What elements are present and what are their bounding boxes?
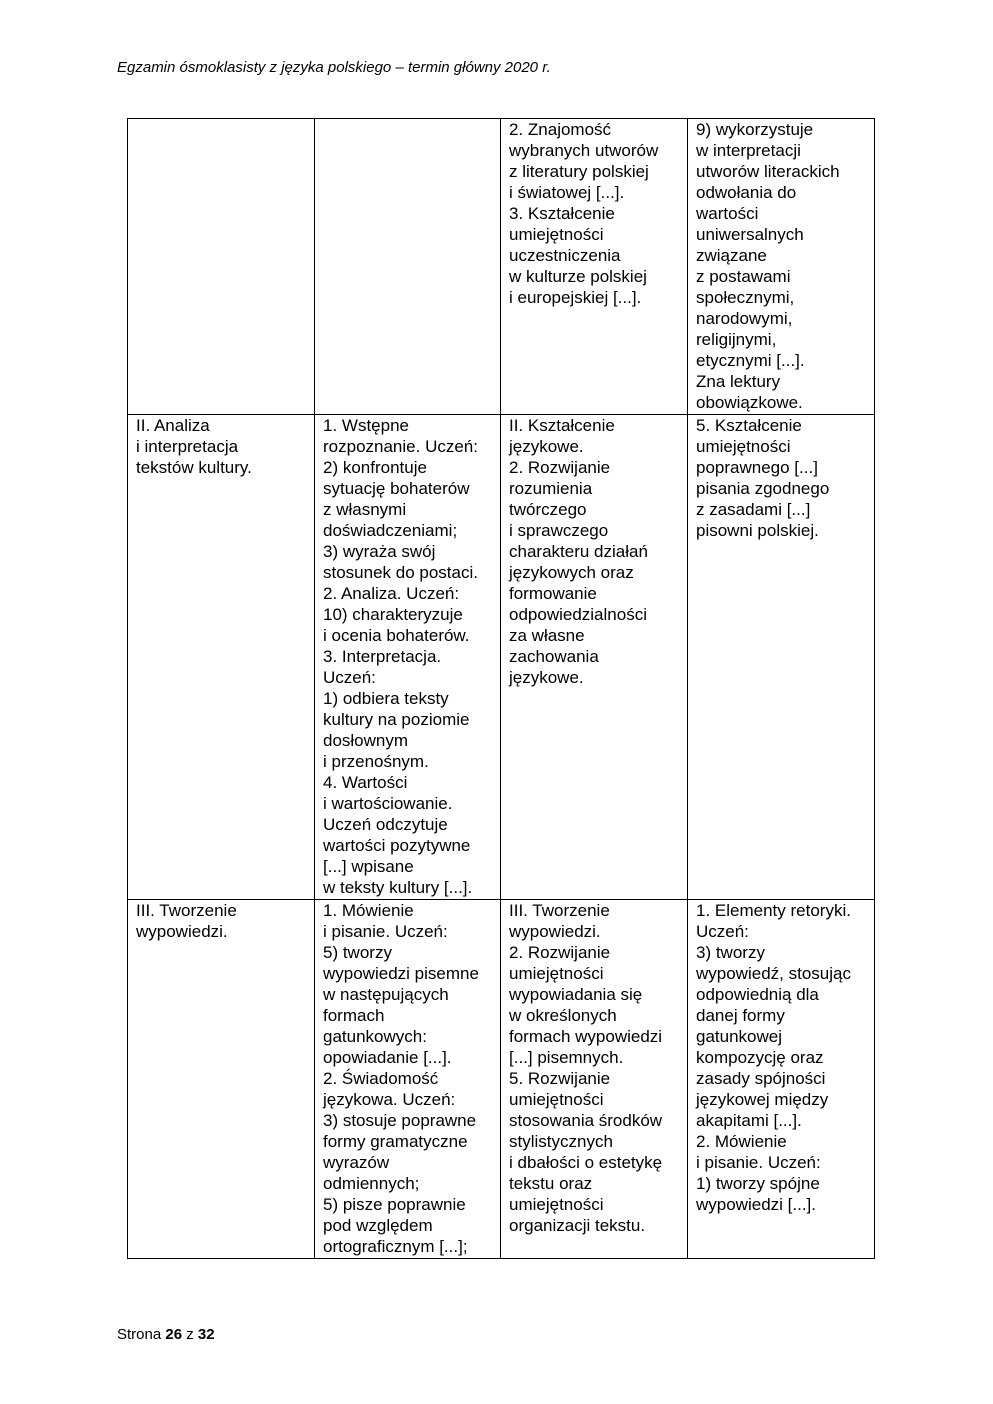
- table-cell: [128, 119, 315, 415]
- cell-text: III. Tworzenie wypowiedzi.: [136, 901, 237, 941]
- page-footer: [117, 1326, 215, 1343]
- table-cell: [501, 119, 688, 415]
- table-row: [128, 119, 875, 415]
- table-cell: [501, 415, 688, 900]
- table-cell: [315, 119, 501, 415]
- table-cell: [315, 900, 501, 1259]
- table-cell: [688, 415, 875, 900]
- cell-text: II. Kształcenie językowe. 2. Rozwijanie rozumienia twórczego i sprawczego charakteru działań językowych oraz formowanie odpowiedzialności za własne zachowania językowe.: [509, 416, 648, 687]
- cell-text: 9) wykorzystuje w interpretacji utworów literackich odwołania do wartości uniwersalnych związane z postawami społecznymi, narodowymi, religijnymi, etycznymi [...]. Zna lektury obowiązkowe.: [696, 120, 840, 412]
- cell-text: III. Tworzenie wypowiedzi. 2. Rozwijanie umiejętności wypowiadania się w określonych formach wypowiedzi [...] pisemnych. 5. Rozwijanie umiejętności stosowania środków stylistycznych i dbałości o estetykę tekstu oraz umiejętności organizacji tekstu.: [509, 901, 663, 1235]
- footer-page-number: 26: [165, 1326, 183, 1343]
- cell-text: 2. Znajomość wybranych utworów z literatury polskiej i światowej [...]. 3. Kształcenie umiejętności uczestniczenia w kulturze polskiej i europejskiej [...].: [509, 120, 659, 307]
- curriculum-table: [127, 118, 875, 1259]
- table-cell: [128, 900, 315, 1259]
- table-cell: [688, 900, 875, 1259]
- footer-total-pages: 32: [197, 1326, 215, 1343]
- cell-text: 1. Mówienie i pisanie. Uczeń: 5) tworzy wypowiedzi pisemne w następujących formach gatunkowych: opowiadanie [...]. 2. Świadomość językowa. Uczeń: 3) stosuje poprawne formy gramatyczne wyrazów odmiennych; 5) pisze poprawnie pod względem ortograficznym [...];: [323, 901, 479, 1256]
- cell-text: 1. Wstępne rozpoznanie. Uczeń: 2) konfrontuje sytuację bohaterów z własnymi doświadczeniami; 3) wyraża swój stosunek do postaci. 2. Analiza. Uczeń: 10) charakteryzuje i ocenia bohaterów. 3. Interpretacja. Uczeń: 1) odbiera teksty kultury na poziomie dosłownym i przenośnym. 4. Wartości i wartościowanie. Uczeń odczytuje wartości pozytywne [...] wpisane w teksty kultury [...].: [323, 416, 478, 897]
- table-row: [128, 900, 875, 1259]
- cell-text: 5. Kształcenie umiejętności poprawnego [...] pisania zgodnego z zasadami [...] pisowni polskiej.: [696, 416, 830, 540]
- footer-separator: z: [186, 1326, 194, 1343]
- table-row: [128, 415, 875, 900]
- cell-text: II. Analiza i interpretacja tekstów kultury.: [136, 416, 252, 477]
- cell-text: 1. Elementy retoryki. Uczeń: 3) tworzy wypowiedź, stosując odpowiednią dla danej formy gatunkowej kompozycję oraz zasady spójności językowej między akapitami [...]. 2. Mówienie i pisanie. Uczeń: 1) tworzy spójne wypowiedzi [...].: [696, 901, 851, 1214]
- footer-prefix: Strona: [117, 1326, 162, 1343]
- page-header-title: Egzamin ósmoklasisty z języka polskiego – termin główny 2020 r.: [117, 59, 551, 76]
- table-cell: [315, 415, 501, 900]
- table-cell: [501, 900, 688, 1259]
- table-cell: [688, 119, 875, 415]
- table-cell: [128, 415, 315, 900]
